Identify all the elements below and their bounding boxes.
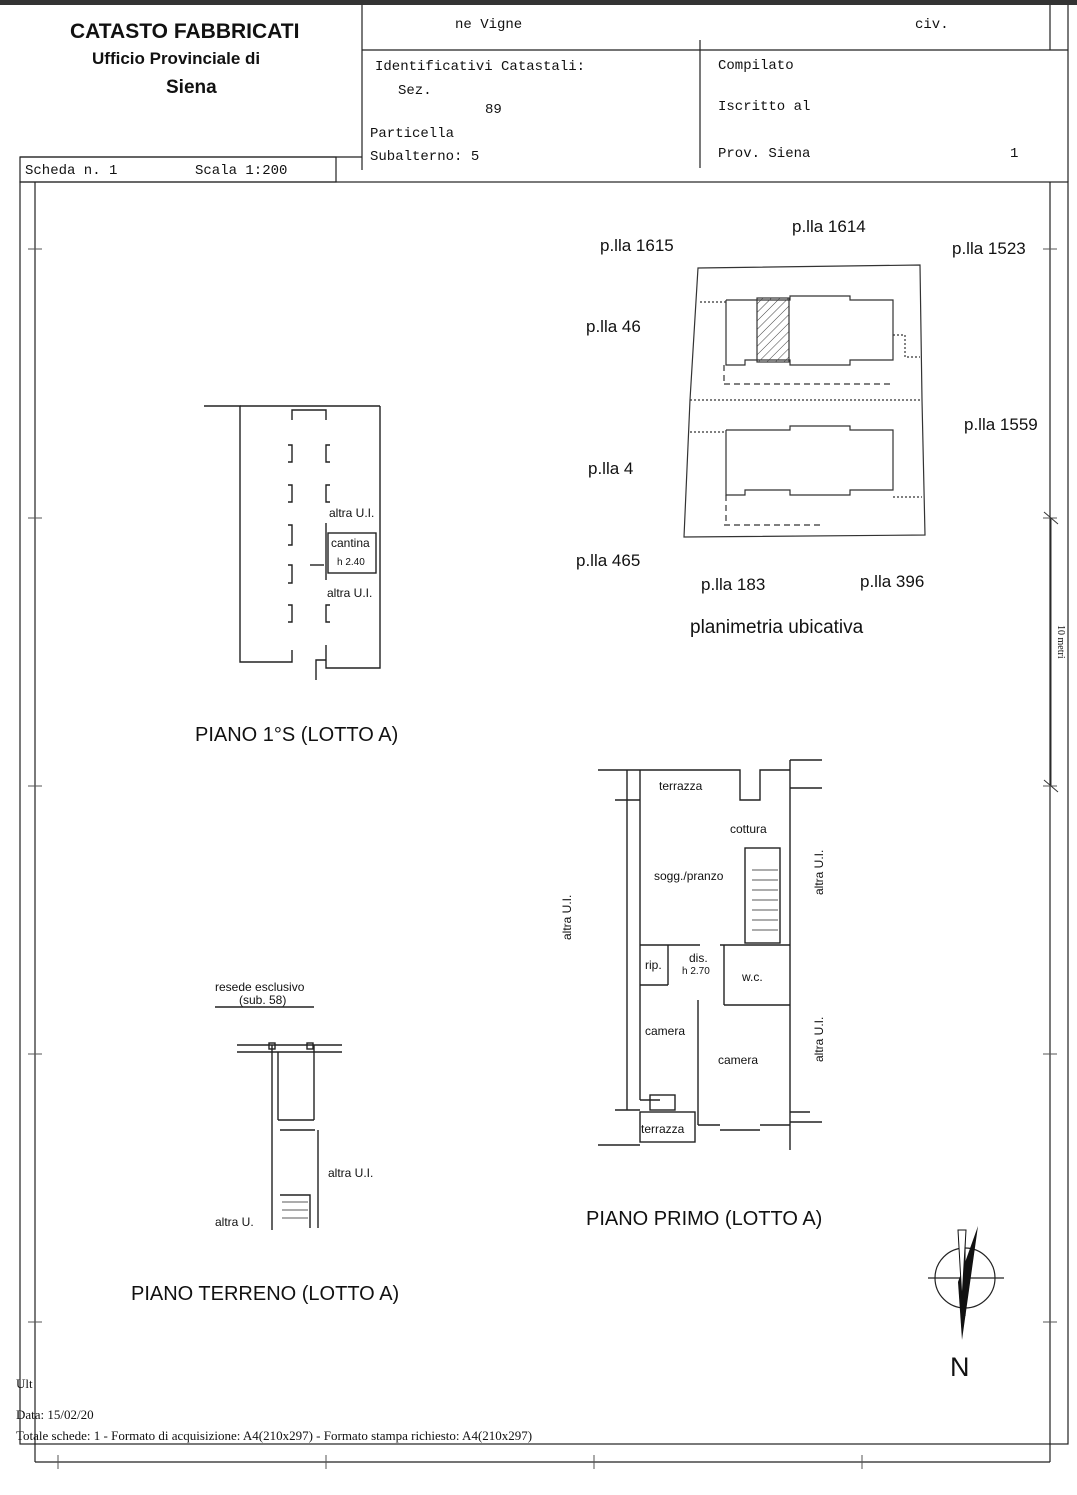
footer-data: Data: 15/02/20 xyxy=(16,1407,94,1422)
address-label: ne Vigne xyxy=(455,17,523,33)
scheda-label: Scheda n. 1 xyxy=(25,163,118,179)
footer-ultima: Ult xyxy=(16,1376,33,1391)
parcel-label: p.lla 1523 xyxy=(952,239,1026,258)
room-label: altra U. xyxy=(215,1215,254,1229)
room-label: (sub. 58) xyxy=(239,993,287,1007)
floor-caption: PIANO TERRENO (LOTTO A) xyxy=(131,1283,400,1305)
parcel-label: p.lla 46 xyxy=(586,317,641,336)
room-label: w.c. xyxy=(742,970,763,984)
office-subtitle: Ufficio Provinciale di xyxy=(92,49,261,68)
floor-caption: PIANO 1°S (LOTTO A) xyxy=(195,724,399,746)
height-label: h 2.40 xyxy=(337,557,365,568)
scala-label: Scala 1:200 xyxy=(195,163,288,179)
civ-label: civ. xyxy=(915,17,949,33)
room-label: camera xyxy=(718,1053,759,1067)
room-label: altra U.I. xyxy=(328,1166,374,1180)
room-label: resede esclusivo xyxy=(215,980,305,994)
parcel-label: p.lla 183 xyxy=(701,575,766,594)
parcel-label: p.lla 396 xyxy=(860,572,925,591)
footer-totale: Totale schede: 1 - Formato di acquisizione: A4(210x297) - Formato stampa richiesto: A4(210x297) xyxy=(16,1428,533,1443)
room-label: altra U.I. xyxy=(812,1016,826,1062)
office-city: Siena xyxy=(166,77,217,98)
room-label: sogg./pranzo xyxy=(654,869,724,883)
prov-value: 1 xyxy=(1010,146,1019,162)
room-label: cottura xyxy=(730,822,767,836)
parcel-label: p.lla 1614 xyxy=(792,217,866,236)
room-label: camera xyxy=(645,1024,686,1038)
room-label: altra U.I. xyxy=(812,849,826,895)
iscritto-label: Iscritto al xyxy=(718,99,811,115)
foglio-value: 89 xyxy=(485,102,502,118)
room-label: altra U.I. xyxy=(560,894,574,940)
parcel-label: p.lla 465 xyxy=(576,551,641,570)
office-title: CATASTO FABBRICATI xyxy=(70,20,300,43)
room-label: terrazza xyxy=(641,1122,685,1136)
scale-bar-label: 10 metri xyxy=(1055,625,1066,659)
planimetria-caption: planimetria ubicativa xyxy=(690,617,864,638)
parcel-label: p.lla 4 xyxy=(588,459,634,478)
room-label: altra U.I. xyxy=(327,586,373,600)
floor-caption: PIANO PRIMO (LOTTO A) xyxy=(586,1208,823,1230)
room-label: rip. xyxy=(645,958,662,972)
room-label: dis. xyxy=(689,951,708,965)
room-label: altra U.I. xyxy=(329,506,375,520)
particella-label: Particella xyxy=(370,126,455,142)
room-label: terrazza xyxy=(659,779,703,793)
compilato-label: Compilato xyxy=(718,58,794,74)
height-label: h 2.70 xyxy=(682,966,710,977)
prov-label: Prov. Siena xyxy=(718,146,811,162)
north-label: N xyxy=(950,1352,970,1382)
parcel-label: p.lla 1615 xyxy=(600,236,674,255)
parcel-label: p.lla 1559 xyxy=(964,415,1038,434)
identificativi-label: Identificativi Catastali: xyxy=(375,59,586,75)
subalterno-label: Subalterno: 5 xyxy=(370,149,480,165)
sezione-label: Sez. xyxy=(398,83,432,99)
room-label: cantina xyxy=(331,536,370,550)
